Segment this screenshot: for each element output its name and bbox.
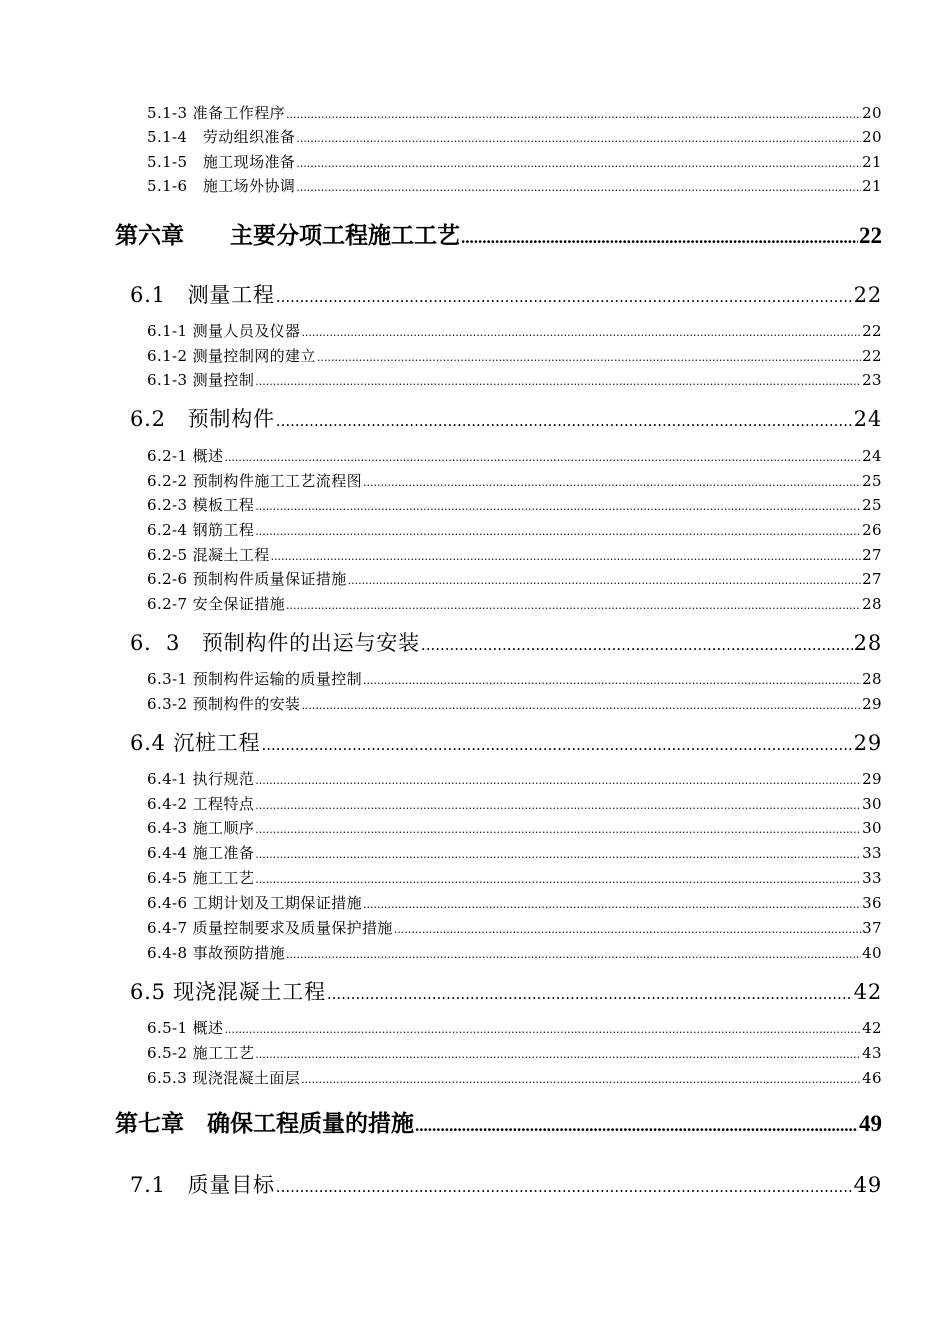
dot-leader	[224, 1020, 861, 1040]
toc-entry-title: 6.2-3 模板工程	[147, 496, 255, 514]
toc-page-number: 33	[862, 844, 882, 862]
dot-leader	[421, 632, 853, 658]
toc-entry-title: 6.2-5 混凝土工程	[147, 546, 270, 564]
toc-entry-title: 6.2-1 概述	[147, 447, 224, 465]
toc-entry-title: 5.1-6 施工场外协调	[147, 177, 296, 195]
toc-subsection-entry[interactable]	[147, 943, 882, 965]
toc-entry-title: 6.4-7 质量控制要求及质量保护措施	[147, 919, 393, 937]
toc-subsection-entry[interactable]	[147, 594, 882, 616]
toc-page-number: 25	[862, 496, 882, 514]
toc-entry-title: 6.3-1 预制构件运输的质量控制	[147, 670, 363, 688]
toc-subsection-entry[interactable]	[147, 446, 882, 468]
toc-page-number: 29	[853, 731, 882, 755]
toc-page-number: 42	[853, 980, 882, 1004]
dot-leader	[286, 945, 861, 965]
dot-leader	[415, 1112, 858, 1140]
toc-section-entry[interactable]	[130, 1172, 882, 1200]
toc-subsection-entry[interactable]	[147, 694, 882, 716]
toc-page-number: 28	[853, 631, 882, 655]
toc-chapter-entry[interactable]	[115, 1110, 882, 1140]
toc-entry-title: 6.3-2 预制构件的安装	[147, 695, 301, 713]
toc-page-number: 42	[862, 1019, 882, 1037]
toc-subsection-entry[interactable]	[147, 918, 882, 940]
toc-page-number: 27	[862, 570, 882, 588]
toc-entry-title: 6.4-3 施工顺序	[147, 819, 255, 837]
dot-leader	[255, 870, 861, 890]
dot-leader	[461, 224, 858, 252]
toc-page-number: 49	[853, 1173, 882, 1197]
toc-subsection-entry[interactable]	[147, 346, 882, 368]
toc-entry-title: 6.1-1 测量人员及仪器	[147, 322, 301, 340]
toc-entry-title: 6.4-2 工程特点	[147, 795, 255, 813]
dot-leader	[286, 596, 861, 616]
toc-page-number: 29	[862, 695, 882, 713]
toc-page-number: 28	[862, 670, 882, 688]
toc-page-number: 26	[862, 521, 882, 539]
dot-leader	[394, 920, 861, 940]
toc-page-number: 27	[862, 546, 882, 564]
toc-entry-title: 6.1-3 测量控制	[147, 371, 255, 389]
toc-section-entry[interactable]	[130, 406, 882, 434]
toc-section-entry[interactable]	[130, 282, 882, 310]
dot-leader	[301, 696, 861, 716]
toc-subsection-entry[interactable]	[147, 569, 882, 591]
toc-page-number: 37	[862, 919, 882, 937]
toc-entry-title: 第六章 主要分项工程施工工艺	[115, 223, 460, 248]
toc-entry-title: 6.2 预制构件	[130, 407, 275, 431]
toc-page-number: 20	[862, 128, 882, 146]
toc-subsection-entry[interactable]	[147, 321, 882, 343]
dot-leader	[255, 497, 861, 517]
dot-leader	[317, 348, 861, 368]
dot-leader	[363, 671, 861, 691]
toc-page-number: 30	[862, 819, 882, 837]
toc-entry-title: 6.5.3 现浇混凝土面层	[147, 1069, 301, 1087]
toc-entry-title: 6.5-1 概述	[147, 1019, 224, 1037]
toc-subsection-entry[interactable]	[147, 1018, 882, 1040]
toc-page-number: 29	[862, 770, 882, 788]
toc-subsection-entry[interactable]	[147, 868, 882, 890]
toc-entry-title: 7.1 质量目标	[130, 1173, 275, 1197]
toc-section-entry[interactable]	[130, 979, 882, 1007]
dot-leader	[271, 547, 861, 567]
toc-subsection-entry[interactable]	[147, 893, 882, 915]
dot-leader	[327, 981, 853, 1007]
toc-entry-title: 6.1-2 测量控制网的建立	[147, 347, 316, 365]
toc-entry-title: 5.1-4 劳动组织准备	[147, 128, 296, 146]
toc-subsection-entry[interactable]	[147, 370, 882, 392]
toc-subsection-entry[interactable]	[147, 818, 882, 840]
dot-leader	[255, 1045, 861, 1065]
dot-leader	[255, 522, 861, 542]
toc-section-entry[interactable]	[130, 730, 882, 758]
toc-page-number: 24	[862, 447, 882, 465]
toc-page-number: 25	[862, 472, 882, 490]
toc-subsection-entry[interactable]	[147, 843, 882, 865]
dot-leader	[255, 372, 861, 392]
toc-subsection-entry[interactable]	[147, 794, 882, 816]
toc-entry-title: 6.4-8 事故预防措施	[147, 944, 286, 962]
toc-page-number: 43	[862, 1044, 882, 1062]
dot-leader	[224, 448, 861, 468]
dot-leader	[255, 820, 861, 840]
toc-entry-title: 6.4-4 施工准备	[147, 844, 255, 862]
toc-page-number: 23	[862, 371, 882, 389]
toc-page-number: 20	[862, 104, 882, 122]
toc-page-number: 40	[862, 944, 882, 962]
toc-entry-title: 6．3 预制构件的出运与安装	[130, 631, 420, 655]
toc-entry-title: 6.4-1 执行规范	[147, 770, 255, 788]
dot-leader	[255, 796, 861, 816]
dot-leader	[276, 1174, 853, 1200]
dot-leader	[255, 771, 861, 791]
dot-leader	[363, 895, 861, 915]
toc-page-number: 22	[862, 322, 882, 340]
dot-leader	[348, 571, 861, 591]
dot-leader	[261, 732, 852, 758]
toc-entry-title: 6.2-7 安全保证措施	[147, 595, 286, 613]
toc-subsection-entry[interactable]	[147, 471, 882, 493]
toc-page-number: 46	[862, 1069, 882, 1087]
toc-page-number: 22	[859, 223, 882, 248]
toc-entry-title: 6.2-4 钢筋工程	[147, 521, 255, 539]
toc-subsection-entry[interactable]	[147, 152, 882, 174]
toc-subsection-entry[interactable]	[147, 176, 882, 198]
toc-page-number: 21	[862, 153, 882, 171]
toc-subsection-entry[interactable]	[147, 1043, 882, 1065]
toc-entry-title: 6.2-2 预制构件施工工艺流程图	[147, 472, 363, 490]
toc-subsection-entry[interactable]	[147, 103, 882, 125]
toc-entry-title: 6.5 现浇混凝土工程	[130, 980, 326, 1004]
toc-section-entry[interactable]	[130, 630, 882, 658]
toc-subsection-entry[interactable]	[147, 495, 882, 517]
dot-leader	[276, 408, 853, 434]
toc-entry-title: 6.5-2 施工工艺	[147, 1044, 255, 1062]
toc-subsection-entry[interactable]	[147, 669, 882, 691]
dot-leader	[255, 845, 861, 865]
dot-leader	[301, 1070, 861, 1090]
dot-leader	[296, 154, 861, 174]
toc-entry-title: 6.4-6 工期计划及工期保证措施	[147, 894, 363, 912]
toc-subsection-entry[interactable]	[147, 127, 882, 149]
toc-subsection-entry[interactable]	[147, 769, 882, 791]
toc-page-number: 36	[862, 894, 882, 912]
toc-subsection-entry[interactable]	[147, 520, 882, 542]
dot-leader	[296, 178, 861, 198]
toc-entry-title: 6.4-5 施工工艺	[147, 869, 255, 887]
toc-page-number: 22	[862, 347, 882, 365]
toc-subsection-entry[interactable]	[147, 545, 882, 567]
toc-entry-title: 6.2-6 预制构件质量保证措施	[147, 570, 347, 588]
toc-entry-title: 6.1 测量工程	[130, 283, 275, 307]
toc-entry-title: 第七章 确保工程质量的措施	[115, 1111, 414, 1136]
toc-page-number: 49	[859, 1111, 882, 1136]
toc-entry-title: 5.1-3 准备工作程序	[147, 104, 286, 122]
dot-leader	[286, 105, 861, 125]
toc-page-number: 33	[862, 869, 882, 887]
dot-leader	[363, 473, 861, 493]
dot-leader	[301, 323, 861, 343]
toc-page-number: 22	[853, 283, 882, 307]
toc-subsection-entry[interactable]	[147, 1068, 882, 1090]
toc-page-number: 28	[862, 595, 882, 613]
dot-leader	[276, 284, 853, 310]
toc-page-number: 21	[862, 177, 882, 195]
toc-entry-title: 6.4 沉桩工程	[130, 731, 261, 755]
toc-page-number: 24	[853, 407, 882, 431]
toc-page-number: 30	[862, 795, 882, 813]
toc-entry-title: 5.1-5 施工现场准备	[147, 153, 296, 171]
toc-chapter-entry[interactable]	[115, 222, 882, 252]
dot-leader	[296, 129, 861, 149]
